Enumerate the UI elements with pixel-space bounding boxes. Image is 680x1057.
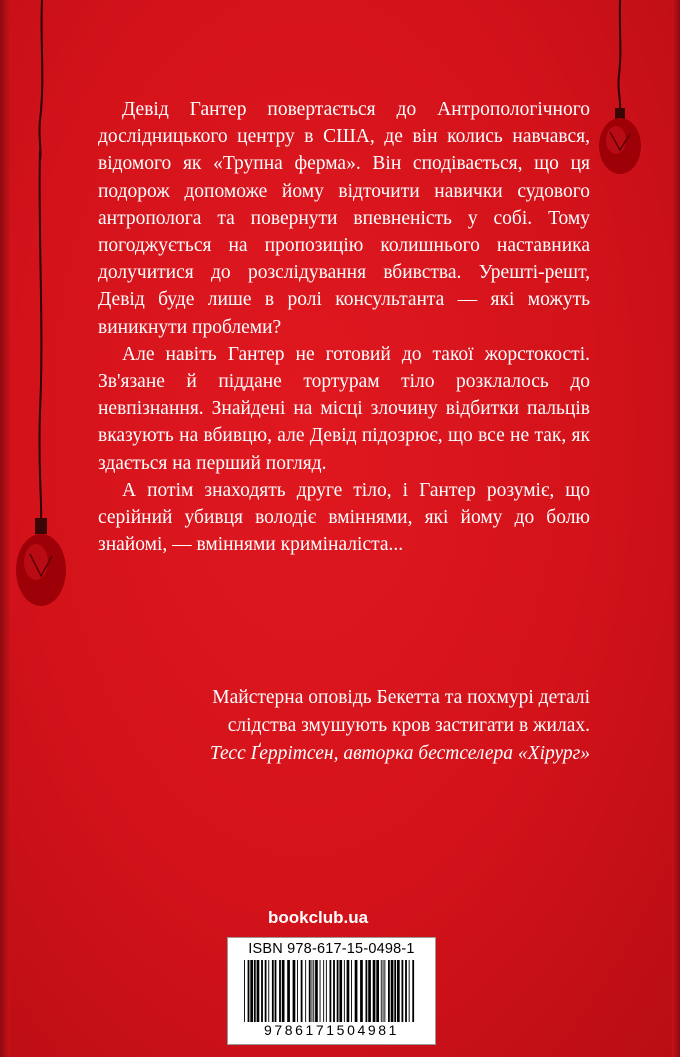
book-blurb [98, 96, 590, 558]
barcode-bar [405, 960, 407, 1022]
barcode-bar [383, 960, 384, 1022]
barcode-bar [309, 960, 311, 1022]
barcode-bar [244, 960, 245, 1022]
barcode-bar [388, 960, 390, 1022]
review-quote [110, 684, 590, 768]
barcode-bar [257, 960, 260, 1022]
quote-line: слідства змушують кров застигати в жилах. [227, 715, 590, 736]
barcode-bar [397, 960, 400, 1022]
barcode-bars [242, 960, 426, 1022]
barcode-bar [333, 960, 335, 1022]
blurb-paragraph: Девід Гантер повертається до Антропологічного дослідницького центру в США, де він колись навчався, відомого як «Трупна ферма». Він сподівається, що ця подорож допоможе йому відточити навички судового антрополога та повернути впевненість у собі. Тому погоджується на пропозицію колишнього наставника долучитися до розслідування вбивства. Урешті-решт, Девід буде лише в ролі консультанта — які можуть виникнути проблеми? [98, 99, 590, 338]
barcode-bar [373, 960, 376, 1022]
barcode-bar [344, 960, 345, 1022]
barcode-bar [381, 960, 382, 1022]
blurb-paragraph: Але навіть Гантер не готовий до такої жорстокості. Зв'язане й піддане тортурам тіло розклалось до невпізнання. Знайдені на місці злочину відбитки пальців вказують на вбивцю, але Девід підозрює, що все не так, як здається на перший погляд. [98, 343, 590, 474]
barcode-bar [254, 960, 256, 1022]
barcode-bar [402, 960, 404, 1022]
barcode-bar [339, 960, 342, 1022]
barcode-bar [312, 960, 313, 1022]
barcode-bar [326, 960, 327, 1022]
quote-line: Майстерна оповідь Бекетта та похмурі деталі [212, 687, 590, 708]
barcode-bar [261, 960, 263, 1022]
barcode-bar [409, 960, 410, 1022]
barcode-bar [287, 960, 290, 1022]
blurb-paragraph: А потім знаходять друге тіло, і Гантер розуміє, що серійний убивця володіє вміннями, які йому до болю знайомі, — вміннями криміналіста... [98, 479, 590, 556]
barcode-bar [347, 960, 350, 1022]
barcode-bar [282, 960, 285, 1022]
barcode-bar [368, 960, 371, 1022]
barcode-bar [366, 960, 368, 1022]
barcode-bar [337, 960, 339, 1022]
barcode-digits: 9786171504981 [263, 1022, 400, 1038]
barcode-bar [320, 960, 321, 1022]
barcode-bar [360, 960, 363, 1022]
barcode-bar [272, 960, 274, 1022]
barcode-bar [305, 960, 306, 1022]
barcode-bar [384, 960, 385, 1022]
barcode-bar [265, 960, 267, 1022]
isbn-label: ISBN 978-617-15-0498-1 [248, 941, 415, 957]
barcode-bar [391, 960, 394, 1022]
cover-edge-right [672, 0, 680, 1057]
barcode-bar [351, 960, 352, 1022]
barcode-bar [301, 960, 303, 1022]
barcode-bar [279, 960, 281, 1022]
barcode-bar [355, 960, 358, 1022]
barcode-bar [297, 960, 298, 1022]
barcode-bar [330, 960, 332, 1022]
publisher-website: bookclub.ua [268, 908, 369, 927]
quote-attribution: Тесс Ґеррітсен, авторка бестселера «Хірург» [209, 743, 590, 764]
barcode-bar [376, 960, 379, 1022]
barcode-bar [275, 960, 277, 1022]
barcode-bar [293, 960, 296, 1022]
barcode-bar [313, 960, 314, 1022]
lightbulb-icon [586, 0, 656, 190]
barcode-bar [315, 960, 318, 1022]
lightbulb-icon [20, 0, 60, 170]
barcode-bar [248, 960, 250, 1022]
barcode-bar [323, 960, 324, 1022]
barcode [227, 937, 436, 1045]
barcode-bar [394, 960, 396, 1022]
barcode-bar [268, 960, 269, 1022]
barcode-bar [250, 960, 253, 1022]
barcode-bar [412, 960, 414, 1022]
lightbulb-icon [4, 150, 84, 630]
